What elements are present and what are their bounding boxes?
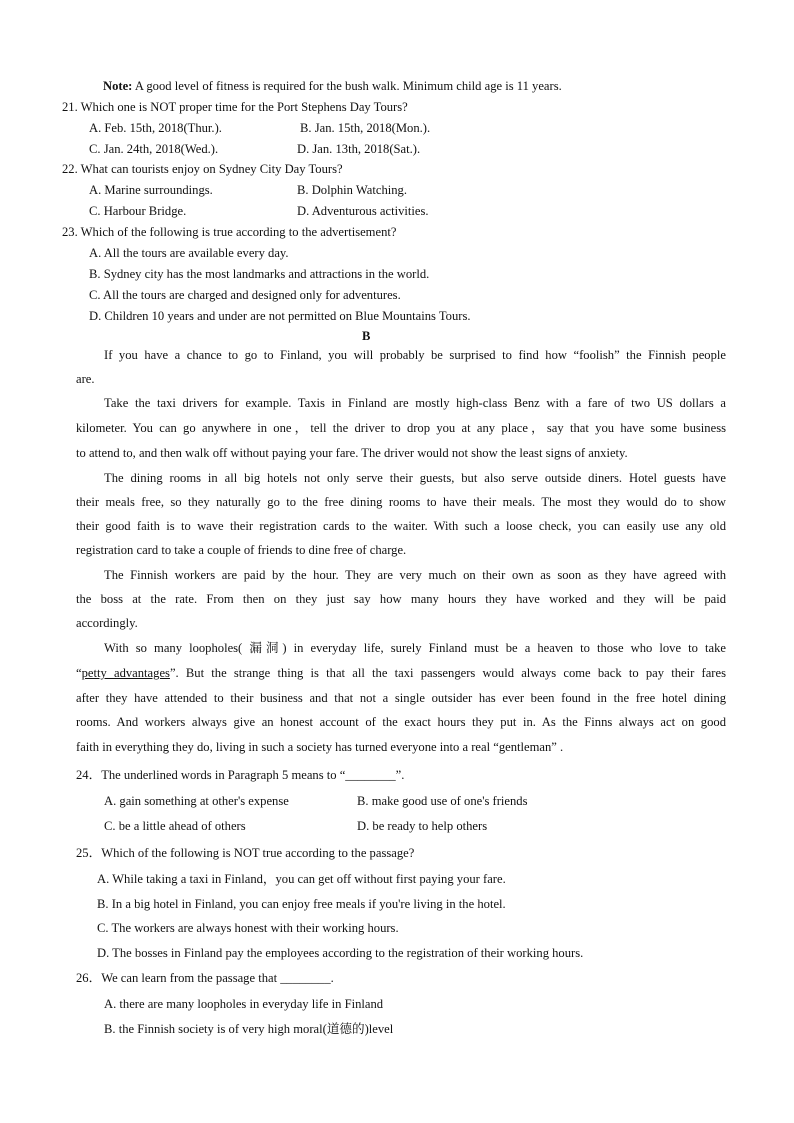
passage-p2-line3: to attend to, and then walk off without paying your fare. The driver would not show the least signs of anxiety. <box>76 446 628 460</box>
passage-p5-line2 <box>76 665 726 681</box>
q24-option-d: D. be ready to help others <box>357 819 488 833</box>
q21-stem: 21. Which one is NOT proper time for the Port Stephens Day Tours? <box>62 100 408 114</box>
q22-stem: 22. What can tourists enjoy on Sydney City Day Tours? <box>62 162 343 176</box>
q25-option-b: B. In a big hotel in Finland, you can enjoy free meals if you're living in the hotel. <box>97 897 506 911</box>
passage-p5-line3: after they have attended to their business and that not a single outsider has ever been found in the free hotel dining <box>76 691 726 705</box>
q22-option-a: A. Marine surroundings. <box>89 183 213 197</box>
q25-stem: 25．Which of the following is NOT true according to the passage? <box>76 846 415 860</box>
q24-option-a: A. gain something at other's expense <box>104 794 289 808</box>
q24-option-c: C. be a little ahead of others <box>104 819 246 833</box>
q23-option-d: D. Children 10 years and under are not permitted on Blue Mountains Tours. <box>89 309 471 323</box>
q26-option-b: B. the Finnish society is of very high moral(道德的)level <box>104 1022 394 1036</box>
passage-p1-line2: are. <box>76 372 95 386</box>
q21-option-c: C. Jan. 24th, 2018(Wed.). <box>89 142 219 156</box>
q22-option-d: D. Adventurous activities. <box>297 204 429 218</box>
q23-option-b: B. Sydney city has the most landmarks and attractions in the world. <box>89 267 430 281</box>
passage-p3-line4: registration card to take a couple of friends to dine free of charge. <box>76 543 407 557</box>
passage-p5-line4: rooms. And workers always give an honest account of the exact hours they put in. As the Finns always act on good <box>76 715 726 729</box>
passage-p2-line2: kilometer. You can go anywhere in one，tell the driver to drop you at any place，say that you have some business <box>76 421 726 435</box>
q23-option-a: A. All the tours are available every day. <box>89 246 289 260</box>
q24-stem: 24．The underlined words in Paragraph 5 means to “________”. <box>76 768 405 782</box>
q25-option-d: D. The bosses in Finland pay the employees according to the registration of their working hours. <box>97 946 584 960</box>
passage-p4-line2: the boss at the rate. From then on they just say how many hours they have worked and they will be paid <box>76 592 726 606</box>
q21-option-a: A. Feb. 15th, 2018(Thur.). <box>89 121 222 135</box>
section-title: B <box>362 329 371 343</box>
q25-option-a: A. While taking a taxi in Finland，you can get off without first paying your fare. <box>97 872 506 886</box>
passage-p2-line1: Take the taxi drivers for example. Taxis in Finland are mostly high-class Benz with a fare of two US dollars a <box>104 396 726 410</box>
passage-p1-line1: If you have a chance to go to Finland, you will probably be surprised to find how “foolish” the Finnish people <box>104 348 726 362</box>
underlined-phrase: petty advantages <box>81 666 170 680</box>
q26-option-a: A. there are many loopholes in everyday life in Finland <box>104 997 384 1011</box>
passage-p3-line1: The dining rooms in all big hotels not only serve their guests, but also serve outside diners. Hotel guests have <box>104 471 726 485</box>
note-text: A good level of fitness is required for the bush walk. Minimum child age is 11 years. <box>132 79 562 93</box>
q21-option-d: D. Jan. 13th, 2018(Sat.). <box>297 142 421 156</box>
passage-p5-line5: faith in everything they do, living in such a society has turned everyone into a real “gentleman” . <box>76 740 564 754</box>
note-line <box>103 78 562 94</box>
q26-stem: 26．We can learn from the passage that ________. <box>76 971 334 985</box>
passage-p5-line1: With so many loopholes( 漏洞) in everyday life, surely Finland must be a heaven to those who love to take <box>104 641 726 655</box>
q25-option-c: C. The workers are always honest with their working hours. <box>97 921 399 935</box>
q23-stem: 23. Which of the following is true according to the advertisement? <box>62 225 397 239</box>
passage-p5-line2-rest: ”. But the strange thing is that all the taxi passengers would always come back to pay their fares <box>169 666 726 680</box>
passage-p3-line3: their good faith is to wave their registration cards to the waiter. With such a loose check, you can easily use any old <box>76 519 726 533</box>
q22-option-b: B. Dolphin Watching. <box>297 183 407 197</box>
passage-p4-line1: The Finnish workers are paid by the hour. They are very much on their own as soon as they have agreed with <box>104 568 726 582</box>
q21-option-b: B. Jan. 15th, 2018(Mon.). <box>300 121 431 135</box>
q24-option-b: B. make good use of one's friends <box>357 794 528 808</box>
note-label: Note: <box>103 79 133 93</box>
passage-p3-line2: their meals free, so they naturally go to the free dining rooms to have their meals. The most they would do to show <box>76 495 726 509</box>
open-quote: “ <box>76 666 82 680</box>
passage-p4-line3: accordingly. <box>76 616 138 630</box>
q22-option-c: C. Harbour Bridge. <box>89 204 187 218</box>
q23-option-c: C. All the tours are charged and designed only for adventures. <box>89 288 401 302</box>
